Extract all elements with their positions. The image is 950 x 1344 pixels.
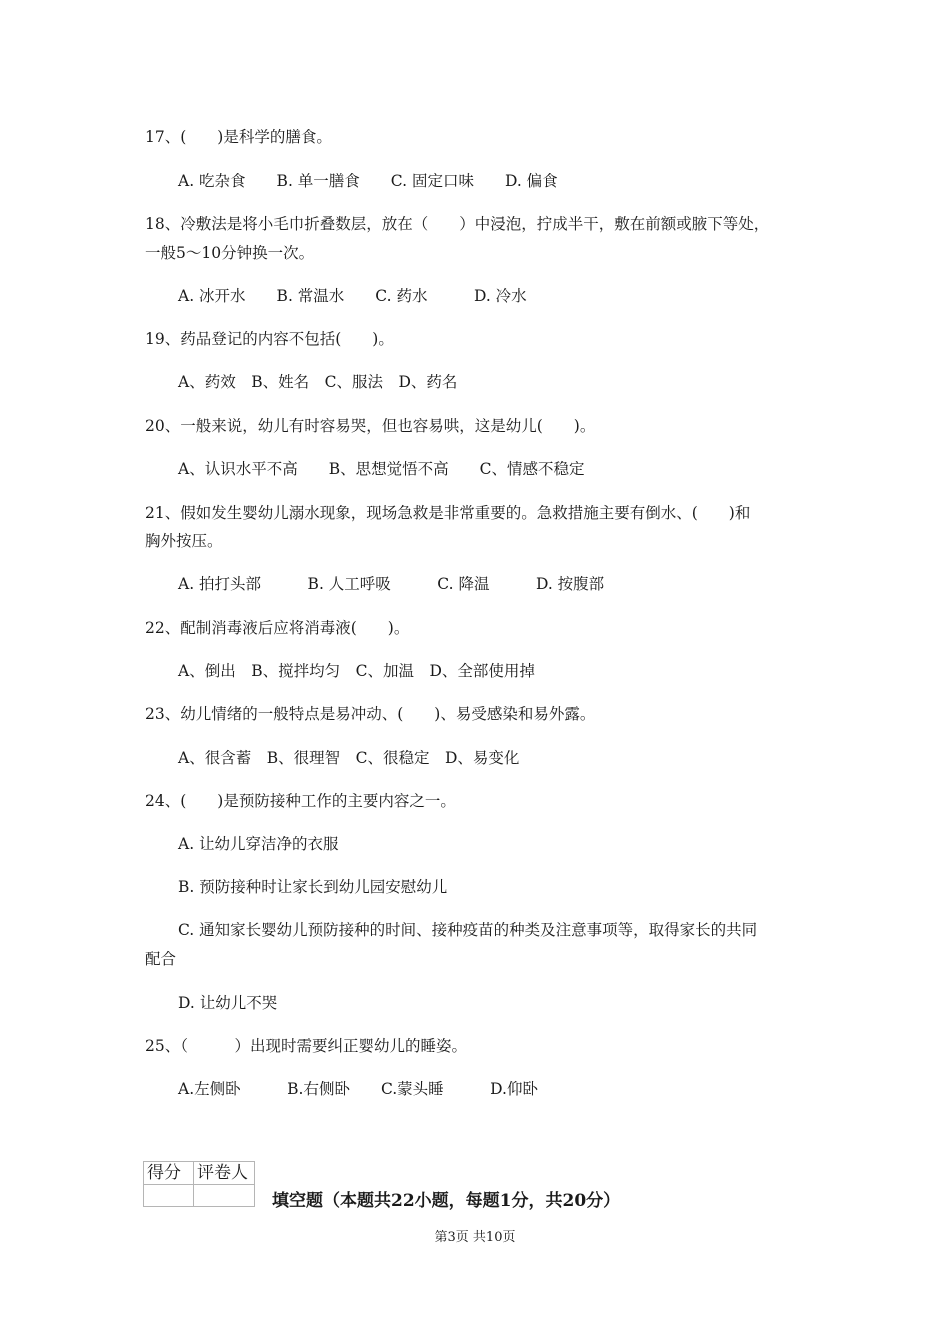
question-24-option-d: D. 让幼儿不哭 xyxy=(178,994,278,1012)
question-21-options: A. 拍打头部 B. 人工呼吸 C. 降温 D. 按腹部 xyxy=(178,575,605,593)
question-19-stem: 19、药品登记的内容不包括( )。 xyxy=(145,330,394,348)
question-23-stem: 23、幼儿情绪的一般特点是易冲动、( )、易受感染和易外露。 xyxy=(145,705,596,723)
grader-cell xyxy=(194,1185,255,1207)
score-cell xyxy=(144,1185,194,1207)
question-20-stem: 20、一般来说，幼儿有时容易哭，但也容易哄，这是幼儿( )。 xyxy=(145,417,596,435)
question-24-stem: 24、( )是预防接种工作的主要内容之一。 xyxy=(145,792,456,810)
score-box xyxy=(143,1161,255,1207)
question-24-option-c: C. 通知家长婴幼儿预防接种的时间、接种疫苗的种类及注意事项等，取得家长的共同 xyxy=(178,921,758,939)
question-18-options: A. 冰开水 B. 常温水 C. 药水 D. 冷水 xyxy=(178,287,527,305)
question-18-stem-continued: 一般5～10分钟换一次。 xyxy=(145,244,315,262)
question-24-option-a: A. 让幼儿穿洁净的衣服 xyxy=(178,835,339,853)
page-number: 第3页 共10页 xyxy=(434,1230,516,1245)
question-21-stem-continued: 胸外按压。 xyxy=(145,532,223,550)
section-title: 填空题（本题共22小题，每题1分，共20分） xyxy=(272,1191,621,1211)
question-22-stem: 22、配制消毒液后应将消毒液( )。 xyxy=(145,619,410,637)
question-25-options: A.左侧卧 B.右侧卧 C.蒙头睡 D.仰卧 xyxy=(178,1080,538,1098)
question-25-stem: 25、（ ）出现时需要纠正婴幼儿的睡姿。 xyxy=(145,1037,467,1055)
question-24-option-b: B. 预防接种时让家长到幼儿园安慰幼儿 xyxy=(178,878,448,896)
question-21-stem: 21、假如发生婴幼儿溺水现象，现场急救是非常重要的。急救措施主要有倒水、( )和 xyxy=(145,504,751,522)
question-20-options: A、认识水平不高 B、思想觉悟不高 C、情感不稳定 xyxy=(178,460,585,478)
question-19-options: A、药效 B、姓名 C、服法 D、药名 xyxy=(178,373,458,391)
question-24-option-c-continued: 配合 xyxy=(145,950,177,968)
question-17-stem: 17、( )是科学的膳食。 xyxy=(145,128,332,146)
question-22-options: A、倒出 B、搅拌均匀 C、加温 D、全部使用掉 xyxy=(178,662,535,680)
question-17-options: A. 吃杂食 B. 单一膳食 C. 固定口味 D. 偏食 xyxy=(178,172,558,190)
question-18-stem: 18、冷敷法是将小毛巾折叠数层，放在（ ）中浸泡，拧成半干，敷在前额或腋下等处， xyxy=(145,215,770,233)
score-label: 得分 xyxy=(144,1162,194,1185)
grader-label: 评卷人 xyxy=(194,1162,255,1185)
question-23-options: A、很含蓄 B、很理智 C、很稳定 D、易变化 xyxy=(178,749,520,767)
